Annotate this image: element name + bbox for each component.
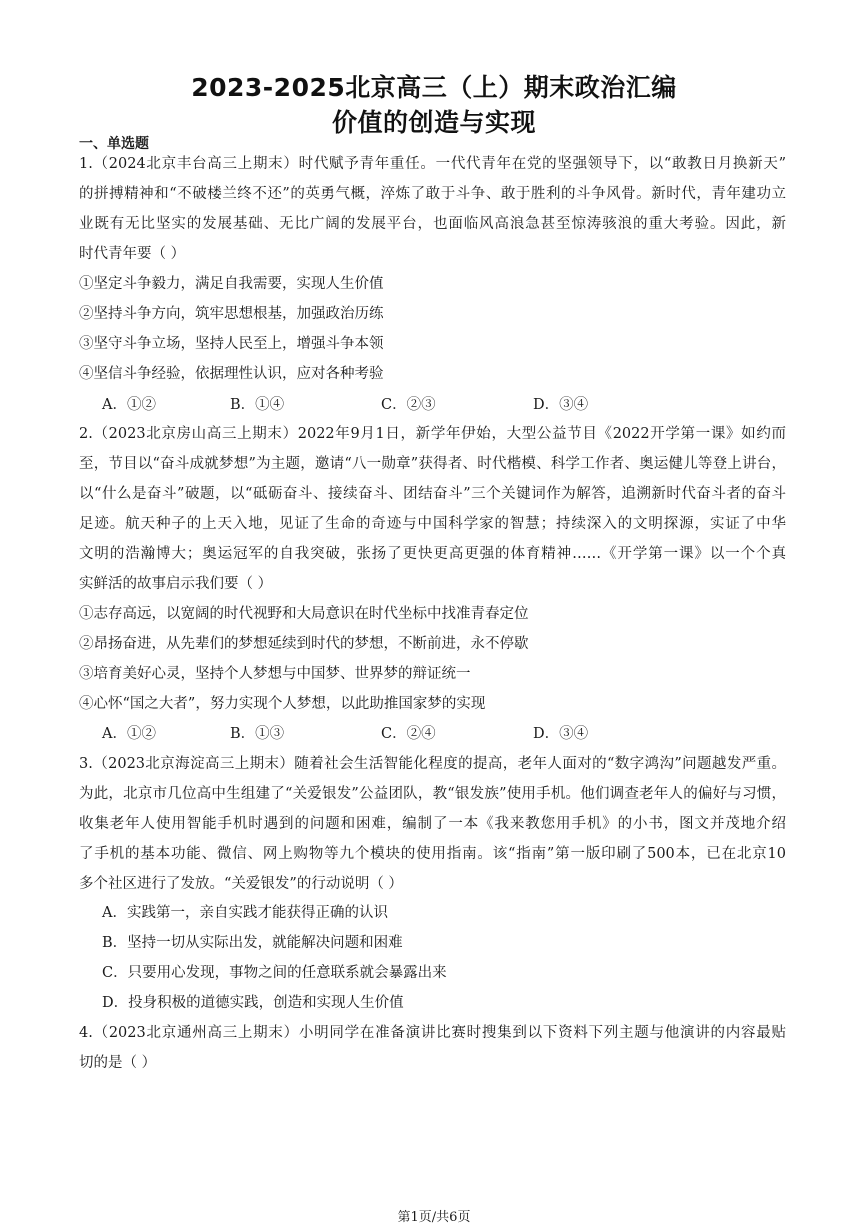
q2-stem-line: 至，节目以“奋斗成就梦想”为主题，邀请“八一勋章”获得者、时代楷模、科学工作者、奥运健儿等登上讲台， bbox=[79, 456, 786, 472]
q1-item: ④坚信斗争经验，依据理性认识，应对各种考验 bbox=[79, 366, 384, 382]
q1-stem-line: 时代青年要（ ） bbox=[79, 246, 186, 262]
q2-stem-line: 以“什么是奋斗”破题，以“砥砺奋斗、接续奋斗、团结奋斗”三个关键词作为解答，追溯新时代奋斗者的奋斗 bbox=[79, 486, 786, 502]
section-heading: 一、单选题 bbox=[79, 136, 149, 152]
q3-stem-line: 了手机的基本功能、微信、网上购物等九个模块的使用指南。该“指南”第一版印刷了500本，已在北京10 bbox=[79, 846, 786, 862]
q2-stem-line: 2.（2023北京房山高三上期末）2022年9月1日，新学年伊始，大型公益节目《2022开学第一课》如约而 bbox=[79, 426, 786, 442]
q1-item: ①坚定斗争毅力，满足自我需要，实现人生价值 bbox=[79, 276, 384, 292]
q2-option-c: C．②④ bbox=[381, 726, 436, 742]
q2-stem-line: 足迹。航天种子的上天入地，见证了生命的奇迹与中国科学家的智慧；持续深入的文明探源，实证了中华 bbox=[79, 516, 786, 532]
q2-option-a: A．①② bbox=[102, 726, 156, 742]
q2-option-d: D．③④ bbox=[533, 726, 589, 742]
q3-stem-line: 3.（2023北京海淀高三上期末）随着社会生活智能化程度的提高，老年人面对的“数字鸿沟”问题越发严重。 bbox=[79, 756, 786, 772]
q4-stem-line: 切的是（ ） bbox=[79, 1055, 157, 1071]
q3-stem-line: 多个社区进行了发放。“关爱银发”的行动说明（ ） bbox=[79, 876, 403, 892]
q1-stem-line: 1.（2024北京丰台高三上期末）时代赋予青年重任。一代代青年在党的坚强领导下，以“敢教日月换新天” bbox=[79, 156, 786, 172]
q3-stem-line: 为此，北京市几位高中生组建了“关爱银发”公益团队，教“银发族”使用手机。他们调查老年人的偏好与习惯， bbox=[79, 786, 786, 802]
page-number-footer: 第1页/共6页 bbox=[397, 1210, 471, 1225]
q1-option-d: D．③④ bbox=[533, 397, 589, 413]
q1-option-b: B．①④ bbox=[230, 397, 285, 413]
q2-item: ③培育美好心灵，坚持个人梦想与中国梦、世界梦的辩证统一 bbox=[79, 666, 471, 682]
q1-stem-line: 业既有无比坚实的发展基础、无比广阔的发展平台，也面临风高浪急甚至惊涛骇浪的重大考验。因此，新 bbox=[79, 216, 786, 232]
q3-stem-line: 收集老年人使用智能手机时遇到的问题和困难，编制了一本《我来教您用手机》的小书，图文并茂地介绍 bbox=[79, 816, 786, 832]
q2-item: ①志存高远，以宽阔的时代视野和大局意识在时代坐标中找准青春定位 bbox=[79, 606, 529, 622]
q3-option-b: B．坚持一切从实际出发，就能解决问题和困难 bbox=[102, 935, 403, 951]
document-subtitle: 价值的创造与实现 bbox=[331, 108, 536, 137]
q1-item: ③坚守斗争立场，坚持人民至上，增强斗争本领 bbox=[79, 336, 384, 352]
q2-stem-line: 实鲜活的故事启示我们要（ ） bbox=[79, 576, 273, 592]
q3-option-d: D．投身积极的道德实践，创造和实现人生价值 bbox=[102, 995, 404, 1011]
q2-item: ②昂扬奋进，从先辈们的梦想延续到时代的梦想，不断前进，永不停歇 bbox=[79, 636, 529, 652]
q3-option-c: C．只要用心发现，事物之间的任意联系就会暴露出来 bbox=[102, 965, 447, 981]
q3-option-a: A．实践第一，亲自实践才能获得正确的认识 bbox=[102, 905, 388, 921]
q4-stem-line: 4.（2023北京通州高三上期末）小明同学在准备演讲比赛时搜集到以下资料下列主题与他演讲的内容最贴 bbox=[79, 1025, 786, 1041]
q2-option-b: B．①③ bbox=[230, 726, 285, 742]
q2-item: ④心怀“国之大者”，努力实现个人梦想，以此助推国家梦的实现 bbox=[79, 696, 486, 712]
q1-stem-line: 的拼搏精神和“不破楼兰终不还”的英勇气概，淬炼了敢于斗争、敢于胜利的斗争风骨。新时代，青年建功立 bbox=[79, 186, 786, 202]
q1-item: ②坚持斗争方向，筑牢思想根基，加强政治历练 bbox=[79, 306, 384, 322]
q1-option-c: C．②③ bbox=[381, 397, 436, 413]
q1-option-a: A．①② bbox=[102, 397, 156, 413]
document-title: 2023-2025北京高三（上）期末政治汇编 bbox=[191, 73, 677, 102]
q2-stem-line: 文明的浩瀚博大；奥运冠军的自我突破，张扬了更快更高更强的体育精神……《开学第一课》以一个个真 bbox=[79, 546, 786, 562]
